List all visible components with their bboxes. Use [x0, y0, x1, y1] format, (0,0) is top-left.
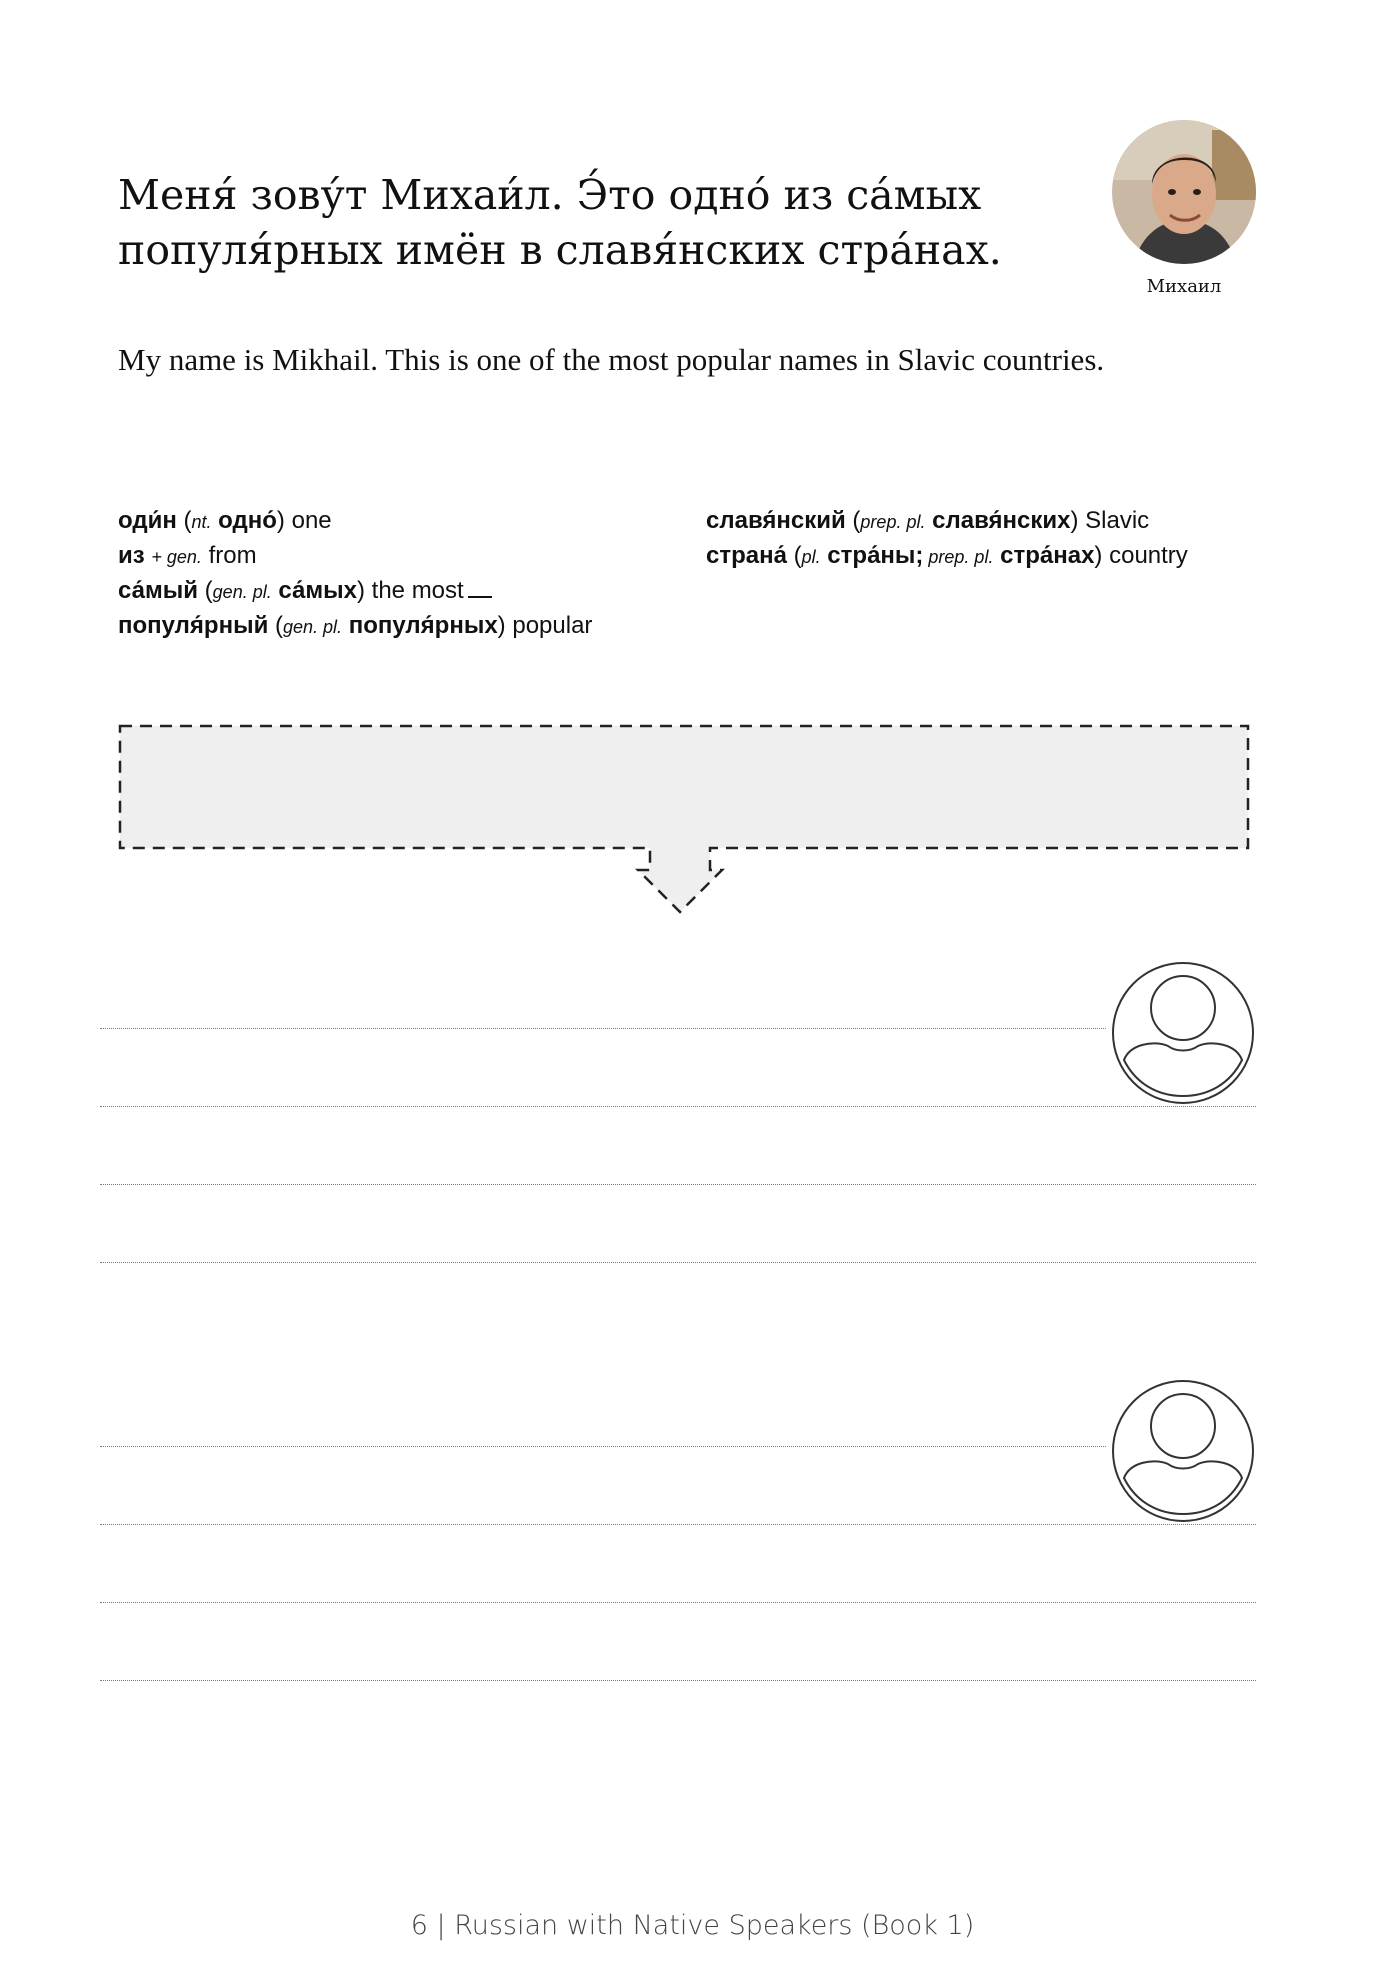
vocab-entry [118, 574, 592, 609]
vocab-gloss: popular [512, 612, 593, 639]
vocab-gloss: country [1109, 542, 1188, 569]
vocab-paren: ( [268, 612, 284, 639]
blank-underline [468, 576, 492, 598]
vocab-grammar-note: + gen. [151, 547, 202, 567]
vocabulary-right-column [706, 504, 1188, 574]
vocab-form: одно́ [211, 507, 277, 534]
russian-sentence [118, 168, 1018, 278]
vocab-grammar-note: prep. pl. [860, 512, 926, 532]
vocab-word: славя́нский [706, 507, 846, 534]
vocab-grammar-note: gen. pl. [212, 582, 272, 602]
vocab-word: оди́н [118, 507, 177, 534]
vocab-entry [118, 539, 592, 574]
footer-separator: | [427, 1910, 455, 1941]
speaker-caption: Михаил [1146, 276, 1222, 297]
vocab-paren: ) [497, 612, 513, 639]
vocab-paren: ) [1070, 507, 1086, 534]
vocab-grammar-note: gen. pl. [283, 617, 343, 637]
vocab-form: са́мых [271, 577, 357, 604]
avatar-placeholder-icon [1110, 960, 1256, 1106]
book-title: Russian with Native Speakers (Book 1) [454, 1910, 975, 1941]
translation-callout-box[interactable] [100, 712, 1270, 932]
vocab-form: стра́нах [993, 542, 1095, 569]
vocab-word: популя́рный [118, 612, 269, 639]
vocab-paren: ) [276, 507, 292, 534]
vocab-gloss: one [291, 507, 332, 534]
vocab-paren: ) [1094, 542, 1110, 569]
vocab-gloss: Slavic [1085, 507, 1150, 534]
vocab-grammar-note: prep. pl. [923, 547, 994, 567]
vocabulary-left-column [118, 504, 592, 644]
russian-sentence-line-2: популя́рных имён в славя́нских стра́нах. [118, 226, 1002, 274]
vocab-word: из [118, 542, 145, 569]
vocab-word: страна́ [706, 542, 787, 569]
writing-line[interactable] [100, 1028, 1106, 1029]
page-footer [0, 1910, 1385, 1941]
russian-sentence-line-1: Меня́ зову́т Михаи́л. Э́то одно́ из са́мых [118, 171, 982, 219]
vocab-paren: ( [845, 507, 861, 534]
speaker-photo [1112, 120, 1256, 264]
vocab-entry [118, 609, 592, 644]
writing-line[interactable] [100, 1262, 1256, 1263]
vocab-form: славя́нских [925, 507, 1071, 534]
vocab-gloss: from [201, 542, 257, 569]
english-translation: My name is Mikhail. This is one of the most popular names in Slavic countries. [118, 342, 1105, 377]
callout-shape [120, 726, 1248, 912]
page-number: 6 [410, 1910, 428, 1941]
vocab-paren: ( [198, 577, 213, 604]
vocab-entry [706, 504, 1188, 539]
vocab-entry [118, 504, 592, 539]
writing-line[interactable] [100, 1602, 1256, 1603]
writing-line[interactable] [100, 1106, 1256, 1107]
writing-line[interactable] [100, 1524, 1256, 1525]
writing-line[interactable] [100, 1184, 1256, 1185]
writing-line[interactable] [100, 1680, 1256, 1681]
vocab-gloss: the most [371, 577, 464, 604]
vocab-paren: ) [356, 577, 372, 604]
vocab-grammar-note: pl. [801, 547, 821, 567]
writing-line[interactable] [100, 1446, 1106, 1447]
vocab-word: са́мый [118, 577, 198, 604]
vocab-paren: ( [176, 507, 192, 534]
vocab-entry [706, 539, 1188, 574]
vocab-paren: ( [786, 542, 802, 569]
vocab-form: популя́рных [342, 612, 498, 639]
vocab-form: стра́ны; [820, 542, 924, 569]
vocab-grammar-note: nt. [191, 512, 212, 532]
avatar-placeholder-icon [1110, 1378, 1256, 1524]
